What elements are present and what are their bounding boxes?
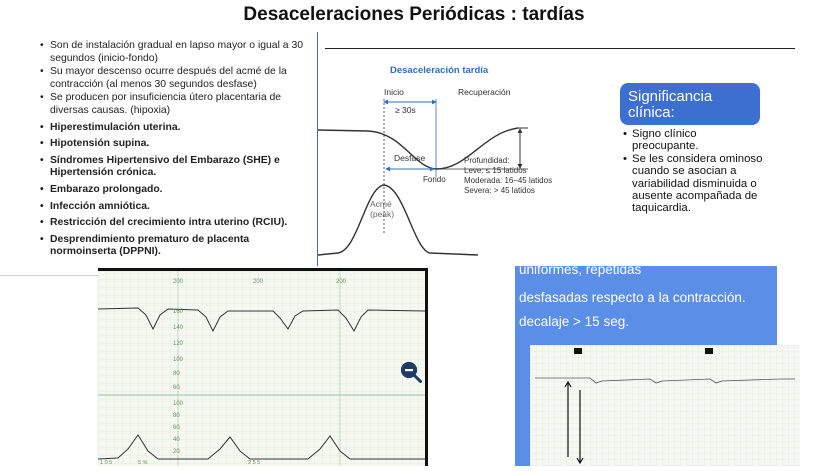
recuperacion-label: Recuperación: [458, 87, 511, 97]
inicio-label: Inicio: [384, 87, 404, 97]
ctg-mid-label: 20: [173, 449, 180, 455]
panel-line: decalaje > 15 seg.: [519, 314, 629, 329]
left-bullet-list: [40, 40, 308, 262]
cause-item: • Hiperestimulación uterina.: [40, 122, 308, 135]
fondo-label: Fondo: [423, 175, 446, 184]
ctg-tracing-left: [98, 268, 428, 466]
ctg-mid-label: 100: [173, 401, 184, 407]
bullet-item: • Su mayor descenso ocurre después del acmé de la contracción (al menos 30 segundos desfase): [40, 66, 308, 91]
significance-title: Significancia clínica:: [628, 88, 713, 121]
diagram-top-rule: [325, 48, 795, 49]
panel-line: uniformes, repetidas: [519, 262, 642, 277]
leve-label: Leve: ≤ 15 latidos: [464, 166, 527, 175]
desfase-label: Desfase: [394, 153, 426, 163]
left-underline: [0, 275, 100, 276]
ctg-top-label: 200: [253, 279, 264, 285]
ctg-mid-label: 80: [173, 413, 180, 419]
moderada-label: Moderada: 16–45 latidos: [464, 176, 553, 185]
significance-title-box: [620, 83, 760, 125]
bullet-item: • Son de instalación gradual en lapso mayor o igual a 30 segundos (inicio-fondo): [40, 40, 308, 65]
ctg-right-svg: [530, 345, 800, 466]
ctg-tracing-right: [530, 345, 800, 466]
ctg-footer-label: 5 %: [138, 460, 148, 466]
ctg-scale-label: 160: [173, 309, 184, 315]
panel-line: desfasadas respecto a la contracción.: [519, 290, 746, 305]
ctg-mid-label: 60: [173, 425, 180, 431]
ctg-scale-label: 80: [173, 371, 180, 377]
ctg-top-label: 200: [336, 279, 347, 285]
cause-item: • Síndromes Hipertensivo del Embarazo (SHE) e Hipertensión crónica.: [40, 155, 308, 180]
cause-item: • Infección amniótica.: [40, 201, 308, 214]
significance-item: • Se les considera ominoso cuando se asocian a variabilidad disminuida o ausente acompañada de taquicardia.: [623, 153, 763, 215]
cause-item: • Hipotensión supina.: [40, 138, 308, 151]
bullet-item: • Se producen por insuficiencia útero placentaria de diversas causas. (hipoxia): [40, 92, 308, 117]
ctg-mid-label: 40: [173, 437, 180, 443]
ctg-footer-label: 2 5 5: [248, 460, 261, 466]
ctg-left-svg: [98, 271, 425, 466]
significance-item: • Signo clínico preocupante.: [623, 128, 763, 153]
zoom-out-icon[interactable]: [400, 361, 422, 383]
cause-item: • Embarazo prolongado.: [40, 184, 308, 197]
ctg-top-label: 200: [173, 279, 184, 285]
page-title: Desaceleraciones Periódicas : tardías: [243, 4, 585, 25]
ctg-scale-label: 60: [173, 385, 180, 391]
cause-item: • Desprendimiento prematuro de placenta normoinserta (DPPNI).: [40, 234, 308, 259]
ctg-scale-label: 120: [173, 341, 184, 347]
duration-label: ≥ 30s: [395, 105, 416, 115]
acme-label: Acmé: [370, 199, 392, 209]
cause-item: • Restricción del crecimiento intra uterino (RCIU).: [40, 217, 308, 230]
significance-list: [623, 128, 763, 215]
ctg-scale-label: 140: [173, 325, 184, 331]
diagram-heading: Desaceleración tardía: [390, 65, 489, 76]
ctg-scale-label: 100: [173, 357, 184, 363]
late-deceleration-diagram: [318, 55, 628, 265]
ctg-footer-label: 1 0 5: [100, 460, 113, 466]
severa-label: Severa: > 45 latidos: [464, 186, 535, 195]
contraction-curve: [318, 185, 478, 255]
profundidad-label: Profundidad:: [464, 156, 510, 165]
peak-label: (peak): [370, 209, 395, 219]
